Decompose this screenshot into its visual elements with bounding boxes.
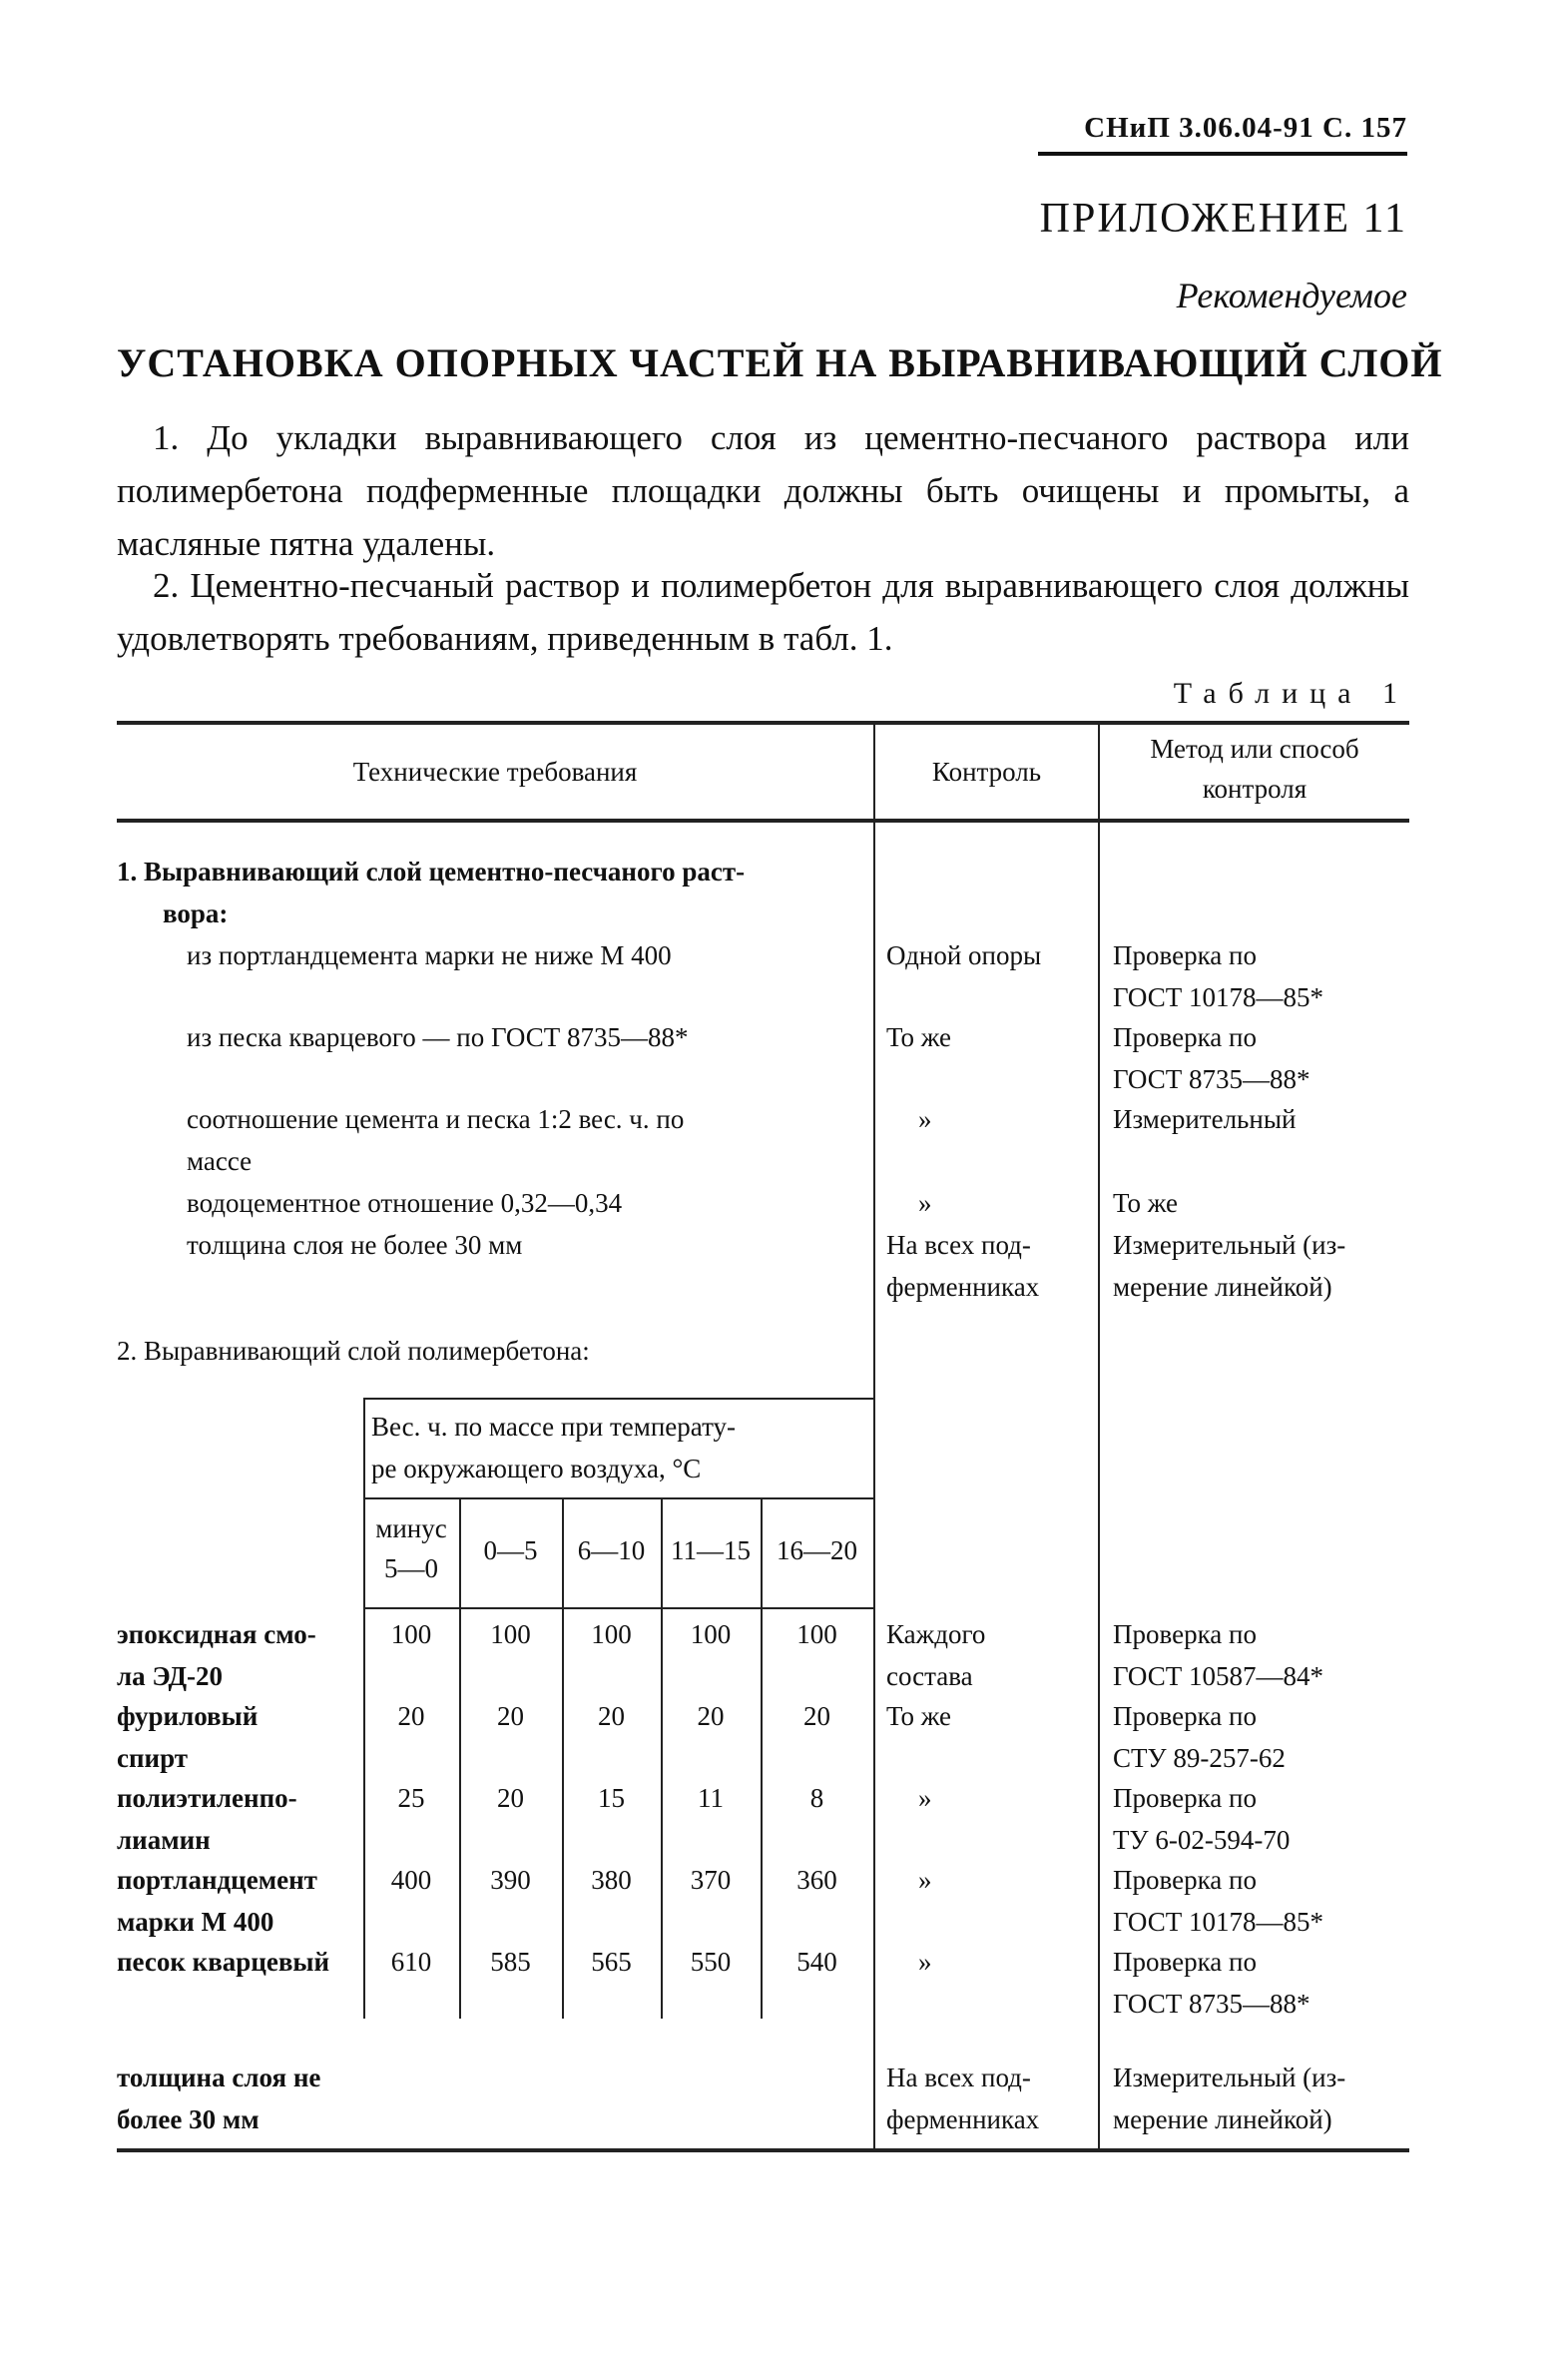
inner-subheader: Вес. ч. по массе при температу- xyxy=(371,1412,737,1442)
g2-row-5-name: песок кварцевый xyxy=(117,1947,330,1977)
header-rule xyxy=(1038,152,1407,156)
g1-row-4-control: » xyxy=(918,1188,932,1218)
g2-row-1-name-2: ла ЭД-20 xyxy=(117,1661,224,1691)
g2-row-5-value-3: 565 xyxy=(591,1947,632,1977)
group-1-title: 1. Выравнивающий слой цементно-песчаного раст- xyxy=(117,857,746,887)
col-header-method: Метод или способ контроля xyxy=(1150,734,1359,804)
g2-row-1-value-2: 100 xyxy=(490,1619,531,1649)
g2-row-1-value-5: 100 xyxy=(796,1619,837,1649)
g2-row-1-method-2: ГОСТ 10587—84* xyxy=(1113,1661,1324,1691)
g2-row-3-method: Проверка по xyxy=(1113,1783,1257,1813)
g1-row-5-control-2: ферменниках xyxy=(886,1272,1040,1302)
g2-row-3-value-5: 8 xyxy=(809,1783,824,1813)
inner-mid-rule xyxy=(363,1497,873,1499)
g1-row-3-req: соотношение цемента и песка 1:2 вес. ч. по xyxy=(187,1104,685,1134)
g2-final-method: Измерительный (из- xyxy=(1113,2063,1346,2092)
g2-row-4-name: портландцемент xyxy=(117,1865,317,1895)
col-divider-2 xyxy=(1098,721,1100,2148)
col-header-requirements: Технические требования xyxy=(352,757,638,787)
g1-row-2-method: Проверка по xyxy=(1113,1022,1257,1052)
page-header-code: СНиП 3.06.04-91 С. 157 xyxy=(1084,112,1407,144)
g2-row-5-method: Проверка по xyxy=(1113,1947,1257,1977)
g2-row-4-control: » xyxy=(918,1865,932,1895)
inner-subheader-2: ре окружающего воздуха, °С xyxy=(371,1454,702,1483)
g2-row-2-value-2: 20 xyxy=(497,1701,524,1731)
appendix-status: Рекомендуемое xyxy=(1176,276,1407,315)
temp-col-2: 0—5 xyxy=(483,1535,538,1565)
table-top-rule xyxy=(117,721,1409,725)
g2-row-2-method: Проверка по xyxy=(1113,1701,1257,1731)
g2-row-1-value-4: 100 xyxy=(690,1619,732,1649)
g2-final-method-2: мерение линейкой) xyxy=(1113,2104,1332,2134)
g1-row-4-req: водоцементное отношение 0,32—0,34 xyxy=(187,1188,623,1218)
g2-final-control-2: ферменниках xyxy=(886,2104,1040,2134)
temp-col-5: 16—20 xyxy=(777,1535,857,1565)
g1-row-3-req-2: массе xyxy=(187,1146,253,1176)
g1-row-3-method: Измерительный xyxy=(1113,1104,1297,1134)
g1-row-4-method: То же xyxy=(1113,1188,1178,1218)
col-header-control: Контроль xyxy=(931,757,1042,787)
g2-row-5-value-2: 585 xyxy=(490,1947,531,1977)
g2-row-1-method: Проверка по xyxy=(1113,1619,1257,1649)
g2-row-4-value-4: 370 xyxy=(690,1865,732,1895)
g1-row-5-control: На всех под- xyxy=(886,1230,1031,1260)
g1-row-1-control: Одной опоры xyxy=(886,940,1042,970)
g2-row-4-value-2: 390 xyxy=(490,1865,531,1895)
g1-row-1-method: Проверка по xyxy=(1113,940,1257,970)
g2-row-3-value-1: 25 xyxy=(397,1783,425,1813)
appendix-title: ПРИЛОЖЕНИЕ 11 xyxy=(1039,196,1407,242)
temp-col-1-range: 5—0 xyxy=(384,1553,438,1583)
inner-top-rule xyxy=(363,1398,873,1400)
g2-row-3-name-2: лиамин xyxy=(117,1825,211,1855)
g2-row-5-method-2: ГОСТ 8735—88* xyxy=(1113,1989,1310,2019)
g1-row-5-method-2: мерение линейкой) xyxy=(1113,1272,1332,1302)
group-2-title: 2. Выравнивающий слой полимербетона: xyxy=(117,1336,590,1366)
g1-row-3-control: » xyxy=(918,1104,932,1134)
g2-row-5-control: » xyxy=(918,1947,932,1977)
g2-row-2-value-5: 20 xyxy=(803,1701,830,1731)
group-1-title-cont: вора: xyxy=(163,898,229,928)
g1-row-2-req: из песка кварцевого — по ГОСТ 8735—88* xyxy=(187,1022,689,1052)
g2-row-2-value-1: 20 xyxy=(397,1701,425,1731)
g2-final-name: толщина слоя не xyxy=(117,2063,321,2092)
paragraph-2 xyxy=(117,559,1409,665)
g2-row-4-value-3: 380 xyxy=(591,1865,632,1895)
g2-row-1-value-1: 100 xyxy=(390,1619,432,1649)
g2-row-1-name: эпоксидная смо- xyxy=(117,1619,316,1649)
g2-row-3-name: полиэтиленпо- xyxy=(117,1783,297,1813)
g2-row-2-name-2: спирт xyxy=(117,1743,189,1773)
paragraph-1 xyxy=(117,411,1409,570)
table-bottom-rule xyxy=(117,2148,1409,2152)
section-title: УСТАНОВКА ОПОРНЫХ ЧАСТЕЙ НА ВЫРАВНИВАЮЩИЙ СЛОЙ xyxy=(117,340,1443,385)
col-divider-1 xyxy=(873,721,875,2148)
g2-row-3-control: » xyxy=(918,1783,932,1813)
g2-row-1-control-2: состава xyxy=(886,1661,973,1691)
g2-row-3-value-2: 20 xyxy=(497,1783,524,1813)
g1-row-2-method-2: ГОСТ 8735—88* xyxy=(1113,1064,1310,1094)
g2-row-3-method-2: ТУ 6-02-594-70 xyxy=(1113,1825,1291,1855)
paragraph-2-text: 2. Цементно-песчаный раствор и полимербетон для выравнивающего слоя должны удовлетворять требованиям, приведенным в табл. 1. xyxy=(117,566,1409,658)
g2-row-1-control: Каждого xyxy=(886,1619,986,1649)
g2-row-3-value-3: 15 xyxy=(598,1783,625,1813)
g2-row-4-name-2: марки М 400 xyxy=(117,1907,274,1937)
g2-row-1-value-3: 100 xyxy=(591,1619,632,1649)
g2-final-name-2: более 30 мм xyxy=(117,2104,260,2134)
g1-row-5-req: толщина слоя не более 30 мм xyxy=(187,1230,523,1260)
g2-row-5-value-4: 550 xyxy=(690,1947,732,1977)
table-header-rule xyxy=(117,819,1409,823)
paragraph-1-text: 1. До укладки выравнивающего слоя из цементно-песчаного раствора или полимербетона подферменные площадки должны быть очищены и промыты, а масляные пятна удалены. xyxy=(117,418,1409,563)
g2-row-5-value-5: 540 xyxy=(796,1947,837,1977)
g2-row-2-control: То же xyxy=(886,1701,951,1731)
g1-row-1-req: из портландцемента марки не ниже М 400 xyxy=(187,940,672,970)
g2-row-4-value-5: 360 xyxy=(796,1865,837,1895)
g2-row-4-value-1: 400 xyxy=(390,1865,432,1895)
g2-row-2-method-2: СТУ 89-257-62 xyxy=(1113,1743,1286,1773)
g1-row-5-method: Измерительный (из- xyxy=(1113,1230,1346,1260)
temp-col-4: 11—15 xyxy=(671,1535,751,1565)
g2-row-5-value-1: 610 xyxy=(390,1947,432,1977)
g1-row-2-control: То же xyxy=(886,1022,951,1052)
g2-row-4-method: Проверка по xyxy=(1113,1865,1257,1895)
g2-row-2-value-3: 20 xyxy=(598,1701,625,1731)
temp-col-1: минус xyxy=(375,1513,447,1543)
g1-row-1-method-2: ГОСТ 10178—85* xyxy=(1113,982,1324,1012)
temp-col-3: 6—10 xyxy=(577,1535,646,1565)
g2-row-3-value-4: 11 xyxy=(698,1783,724,1813)
g2-final-control: На всех под- xyxy=(886,2063,1031,2092)
g2-row-2-value-4: 20 xyxy=(697,1701,725,1731)
inner-header-bottom-rule xyxy=(363,1607,873,1609)
g2-row-4-method-2: ГОСТ 10178—85* xyxy=(1113,1907,1324,1937)
g2-row-2-name: фуриловый xyxy=(117,1701,259,1731)
table-caption: Таблица 1 xyxy=(1173,677,1409,710)
